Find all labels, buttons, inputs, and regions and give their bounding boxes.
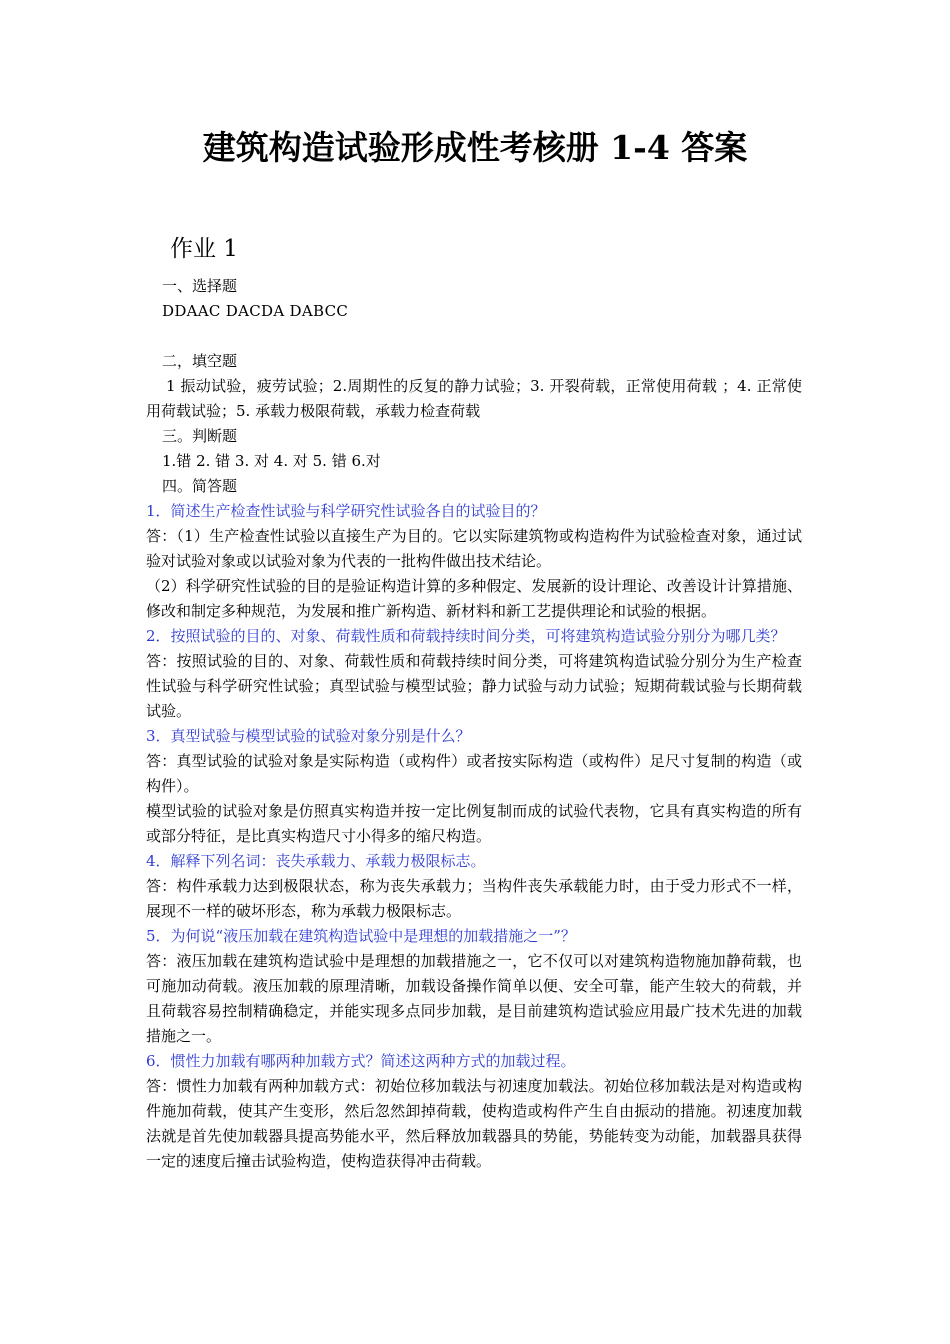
section-fill-heading: 二，填空题 [162, 352, 238, 370]
answer-3: 答：真型试验的试验对象是实际构造（或构件）或者按实际构造（或构件）足尺寸复制的构造（或构件）。 [146, 752, 802, 795]
question-6: 6．惯性力加载有哪两种加载方式？简述这两种方式的加载过程。 [146, 1052, 576, 1070]
answer-2: 答：按照试验的目的、对象、荷载性质和荷载持续时间分类，可将建筑构造试验分别分为生产检查性试验与科学研究性试验；真型试验与模型试验；静力试验与动力试验；短期荷载试验与长期荷载试验。 [146, 652, 802, 720]
question-4: 4．解释下列名词：丧失承载力、承载力极限标志。 [146, 852, 486, 870]
section-judge-heading: 三。判断题 [162, 427, 238, 445]
section-choice-heading: 一、选择题 [162, 277, 238, 295]
answer-3-part-2: 模型试验的试验对象是仿照真实构造并按一定比例复制而成的试验代表物，它具有真实构造的所有或部分特征，是比真实构造尺寸小得多的缩尺构造。 [146, 802, 802, 845]
answer-1: 答：（1）生产检查性试验以直接生产为目的。它以实际建筑物或构造构件为试验检查对象，通过试验对试验对象或以试验对象为代表的一批构件做出技术结论。 [146, 527, 802, 570]
qa-list [146, 499, 802, 1174]
answer-4: 答：构件承载力达到极限状态，称为丧失承载力；当构件丧失承载能力时，由于受力形式不一样，展现不一样的破坏形态，称为承载力极限标志。 [146, 877, 802, 920]
question-2: 2．按照试验的目的、对象、荷载性质和荷载持续时间分类，可将建筑构造试验分别分为哪几类？ [146, 627, 786, 645]
section-fill-answers: 1 振动试验，疲劳试验；2.周期性的反复的静力试验；3. 开裂荷载，正常使用荷载 ；4. 正常使用荷载试验；5. 承载力极限荷载，承载力检查荷载 [146, 377, 802, 420]
question-1: 1．简述生产检查性试验与科学研究性试验各自的试验目的？ [146, 502, 546, 520]
answer-6: 答：惯性力加载有两种加载方式：初始位移加载法与初速度加载法。初始位移加载法是对构造或构件施加荷载，使其产生变形，然后忽然卸掉荷载，使构造或构件产生自由振动的措施。初速度加载法就是首先使加载器具提高势能水平，然后释放加载器具的势能，势能转变为动能，加载器具获得一定的速度后撞击试验构造，使构造获得冲击荷载。 [146, 1077, 802, 1170]
answer-5: 答：液压加载在建筑构造试验中是理想的加载措施之一，它不仅可以对建筑构造物施加静荷载，也可施加动荷载。液压加载的原理清晰，加载设备操作简单以便、安全可靠，能产生较大的荷载，并且荷载容易控制精确稳定，并能实现多点同步加载，是目前建筑构造试验应用最广技术先进的加载措施之一。 [146, 952, 802, 1045]
section-short-heading: 四。简答题 [162, 477, 238, 495]
question-3: 3．真型试验与模型试验的试验对象分别是什么？ [146, 727, 471, 745]
homework-heading: 作业 1 [170, 236, 238, 262]
section-choice-answers: DDAAC DACDA DABCC [162, 302, 349, 320]
question-5: 5．为何说“液压加载在建筑构造试验中是理想的加载措施之一”？ [146, 927, 576, 945]
section-judge-answers: 1.错 2. 错 3. 对 4. 对 5. 错 6.对 [162, 452, 381, 470]
document-title: 建筑构造试验形成性考核册 1-4 答案 [202, 128, 748, 167]
answer-1-part-2: （2）科学研究性试验的目的是验证构造计算的多种假定、发展新的设计理论、改善设计计算措施、修改和制定多种规范，为发展和推广新构造、新材料和新工艺提供理论和试验的根据。 [146, 577, 802, 620]
